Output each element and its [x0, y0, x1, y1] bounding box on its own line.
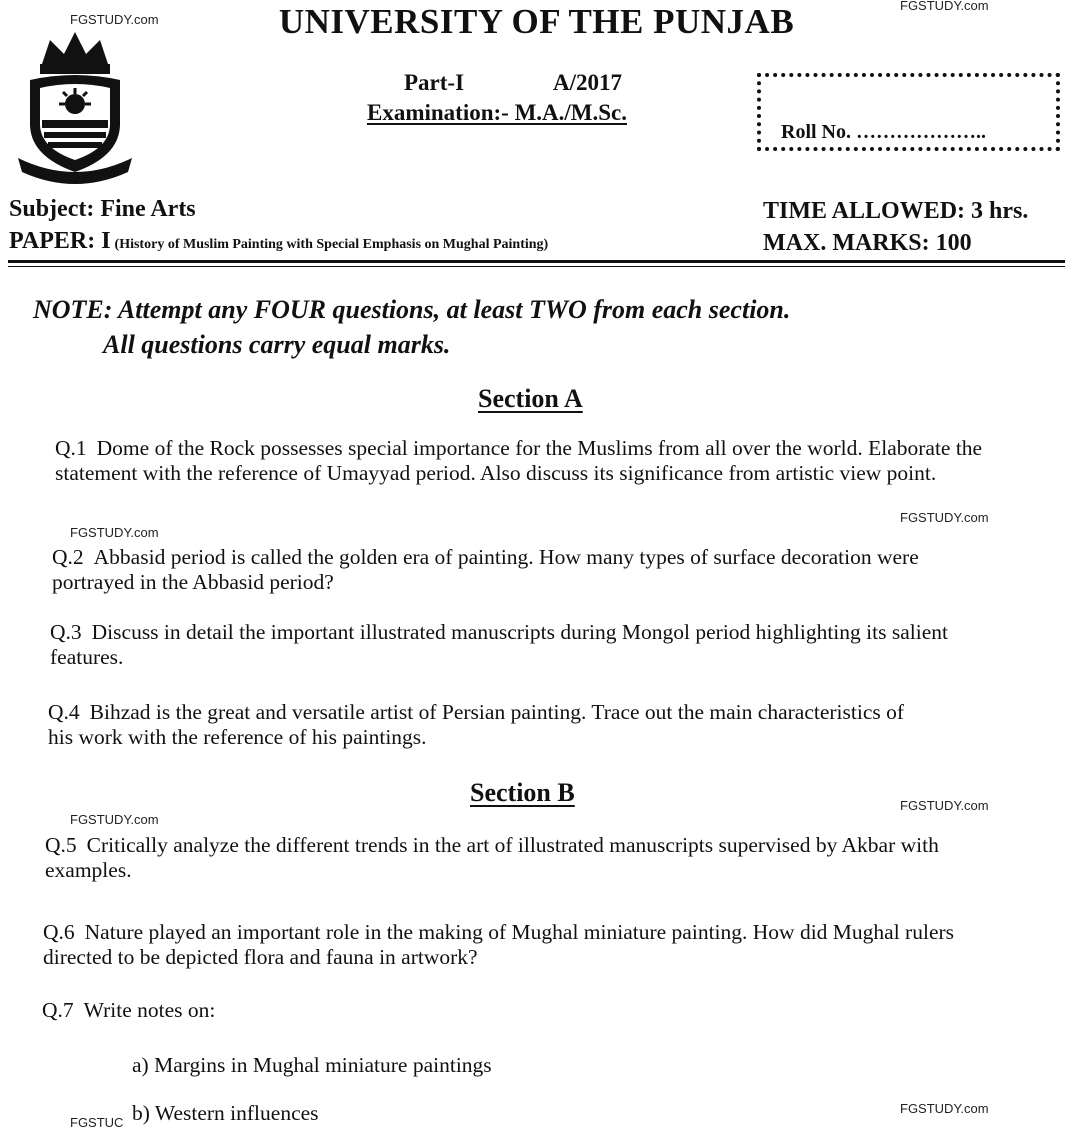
note-item-a: a) Margins in Mughal miniature paintings: [132, 1053, 492, 1077]
roll-number-box: [757, 73, 1060, 151]
session-label: A/2017: [553, 70, 622, 95]
max-marks: MAX. MARKS: 100: [763, 230, 972, 256]
question-number: Q.1: [55, 436, 87, 460]
question-number: Q.7: [42, 998, 74, 1022]
question-text: Discuss in detail the important illustrated manuscripts during Mongol period highlighting its salient features.: [50, 620, 948, 669]
question-number: Q.6: [43, 920, 75, 944]
question-3: [50, 620, 995, 670]
section-b-title: Section B: [470, 778, 575, 807]
question-1: [55, 436, 1010, 486]
question-text: Dome of the Rock possesses special importance for the Muslims from all over the world. Elaborate the statement with the reference of Umayyad period. Also discuss its significance from artistic view point.: [55, 436, 983, 485]
paper-line: [9, 228, 548, 255]
note-line-1: NOTE: Attempt any FOUR questions, at least TWO from each section.: [33, 295, 791, 324]
note-item-b: b) Western influences: [132, 1101, 319, 1125]
question-5: [45, 833, 970, 883]
question-number: Q.4: [48, 700, 80, 724]
header-divider: [8, 260, 1065, 263]
watermark: FGSTUDY.com: [900, 510, 989, 525]
question-2: [52, 545, 1002, 595]
watermark: FGSTUDY.com: [70, 12, 159, 27]
question-number: Q.3: [50, 620, 82, 644]
watermark: FGSTUC: [70, 1115, 124, 1130]
section-a-title: Section A: [478, 384, 583, 413]
university-title: UNIVERSITY OF THE PUNJAB: [278, 2, 795, 41]
question-text: Critically analyze the different trends in the art of illustrated manuscripts supervised by Akbar with examples.: [45, 833, 939, 882]
question-number: Q.2: [52, 545, 84, 569]
examination-label: Examination:- M.A./M.Sc.: [367, 100, 628, 125]
question-4: [48, 700, 908, 750]
paper-title: (History of Muslim Painting with Special Emphasis on Mughal Painting): [114, 237, 549, 252]
watermark: FGSTUDY.com: [900, 0, 989, 13]
paper-label: PAPER: I: [9, 228, 111, 254]
question-number: Q.5: [45, 833, 77, 857]
question-text: Bihzad is the great and versatile artist of Persian painting. Trace out the main characteristics of his work with the reference of his paintings.: [48, 700, 905, 749]
question-text: Write notes on:: [83, 998, 216, 1022]
watermark: FGSTUDY.com: [900, 1101, 989, 1116]
watermark: FGSTUDY.com: [70, 812, 159, 827]
note-line-2: All questions carry equal marks.: [103, 330, 451, 359]
watermark: FGSTUDY.com: [70, 525, 159, 540]
part-label: Part-I: [404, 70, 465, 95]
question-text: Abbasid period is called the golden era of painting. How many types of surface decoration were portrayed in the Abbasid period?: [52, 545, 919, 594]
roll-number-label: Roll No. ………………..: [781, 121, 986, 143]
question-6: [43, 920, 963, 970]
subject-label: Subject: Fine Arts: [9, 196, 196, 222]
question-7: [42, 998, 642, 1023]
header-divider-thin: [8, 266, 1065, 267]
university-crest-logo: [14, 26, 136, 184]
watermark: FGSTUDY.com: [900, 798, 989, 813]
time-allowed: TIME ALLOWED: 3 hrs.: [763, 198, 1029, 224]
question-text: Nature played an important role in the making of Mughal miniature painting. How did Mughal rulers directed to be depicted flora and fauna in artwork?: [43, 920, 955, 969]
